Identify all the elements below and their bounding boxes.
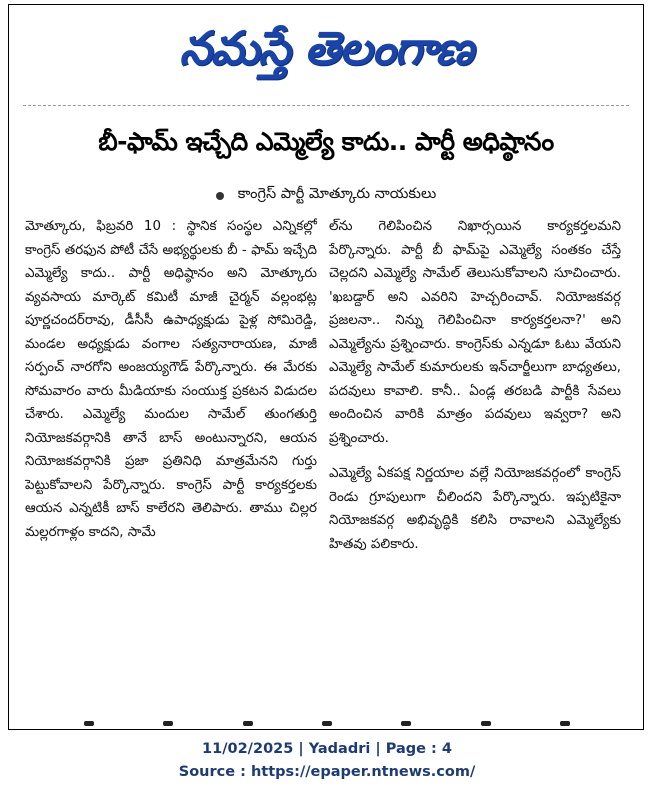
paragraph: మోత్కూరు, ఫిబ్రవరి 10 : స్థానిక సంస్థల ఎన్నికల్లో కాంగ్రెస్ తరఫున పోటీ చేసే అభ్యర్థులకు బీ - ఫామ్ ఇచ్చేది ఎమ్మెల్యే కాదు.. పార్టీ అధిష్ఠానం అని మోత్కూరు వ్యవసాయ మార్కెట్ కమిటీ మాజీ చైర్మన్ వల్లంభట్ల పూర్ణచందర్‌రావు, డీసీసీ ఉపాధ్యక్షుడు పైళ్ల సోమిరెడ్డి, మండల అధ్యక్షుడు వంగాల సత్యనారాయణ, మాజీ సర్పంచ్ నారగోని అంజయ్యగౌడ్ పేర్కొన్నారు. ఈ మేరకు సోమవారం వారు మీడియాకు సంయుక్త ప్రకటన విడుదల చేశారు. ఎమ్మెల్యే మందుల సామేల్ తుంగతుర్తి నియోజకవర్గానికి తానే బాస్ అంటున్నారని, ఆయన నియోజకవర్గానికి ప్రజా ప్రతినిధి మాత్రమేనని గుర్తు పెట్టుకోవాలని పేర్కొన్నారు. కాంగ్రెస్ పార్టీ కార్యకర్తలకు ఆయన ఎన్నటికీ బాస్ కాలేరని తెలిపారు. తాము చిల్లర మల్లరగాళ్లం కాదని, సామే <box>25 219 317 540</box>
masthead-logo: నమస్తే తెలంగాణ <box>179 21 473 75</box>
epaper-footer <box>0 738 654 784</box>
clipped-text-edge <box>49 721 605 727</box>
article-byline <box>9 183 643 209</box>
newspaper-clipping <box>8 4 644 730</box>
article-column-right <box>329 215 621 715</box>
footer-source-line: Source : https://epaper.ntnews.com/ <box>178 764 476 780</box>
masthead-divider <box>23 105 629 106</box>
article-headline: బీ-ఫామ్ ఇచ్చేది ఎమ్మెల్యే కాదు.. పార్టీ అధిష్ఠానం <box>98 127 554 156</box>
bullet-icon <box>216 192 224 200</box>
paragraph: ల్‌ను గెలిపించిన నిఖార్సయిన కార్యకర్తలమని పేర్కొన్నారు. పార్టీ బీ ఫామ్‌పై ఎమ్మెల్యే సంతకం చేస్తే చెల్లదని ఎమ్మెల్యే సామేల్ తెలుసుకోవాలని సూచించారు. 'ఖబడ్దార్ అని ఎవరిని హెచ్చరించావ్. నియోజకవర్గ ప్రజలనా.. నిన్ను గెలిపించినా కార్యకర్తలనా?' అని ఎమ్మెల్యేను ప్రశ్నించారు. కాంగ్రెస్‌కు ఎన్నడూ ఓటు వేయని ఎమ్మెల్యే సామేల్ కుమారులకు ఇన్‌చార్జీలుగా బాధ్యతలు, పదవులు కావాలి. కానీ.. ఏండ్ల తరబడి పార్టీకి సేవలు అందించిన వారికి మాత్రం పదవులు ఇవ్వరా? అని ప్రశ్నించారు. <box>329 219 621 446</box>
masthead <box>9 5 643 103</box>
byline-text: కాంగ్రెస్ పార్టీ మోత్కూరు నాయకులు <box>237 186 437 202</box>
footer-date-line: 11/02/2025 | Yadadri | Page : 4 <box>202 741 452 757</box>
paragraph: ఎమ్మెల్యే ఏకపక్ష నిర్ణయాల వల్లే నియోజకవర్గంలో కాంగ్రెస్ రెండు గ్రూపులుగా చీలిందని పేర్కొన్నారు. ఇప్పటికైనా నియోజకవర్గ అభివృద్ధికి కలిసి రావాలని ఎమ్మెల్యేకు హితవు పలికారు. <box>329 466 621 552</box>
article-column-left <box>25 215 317 715</box>
